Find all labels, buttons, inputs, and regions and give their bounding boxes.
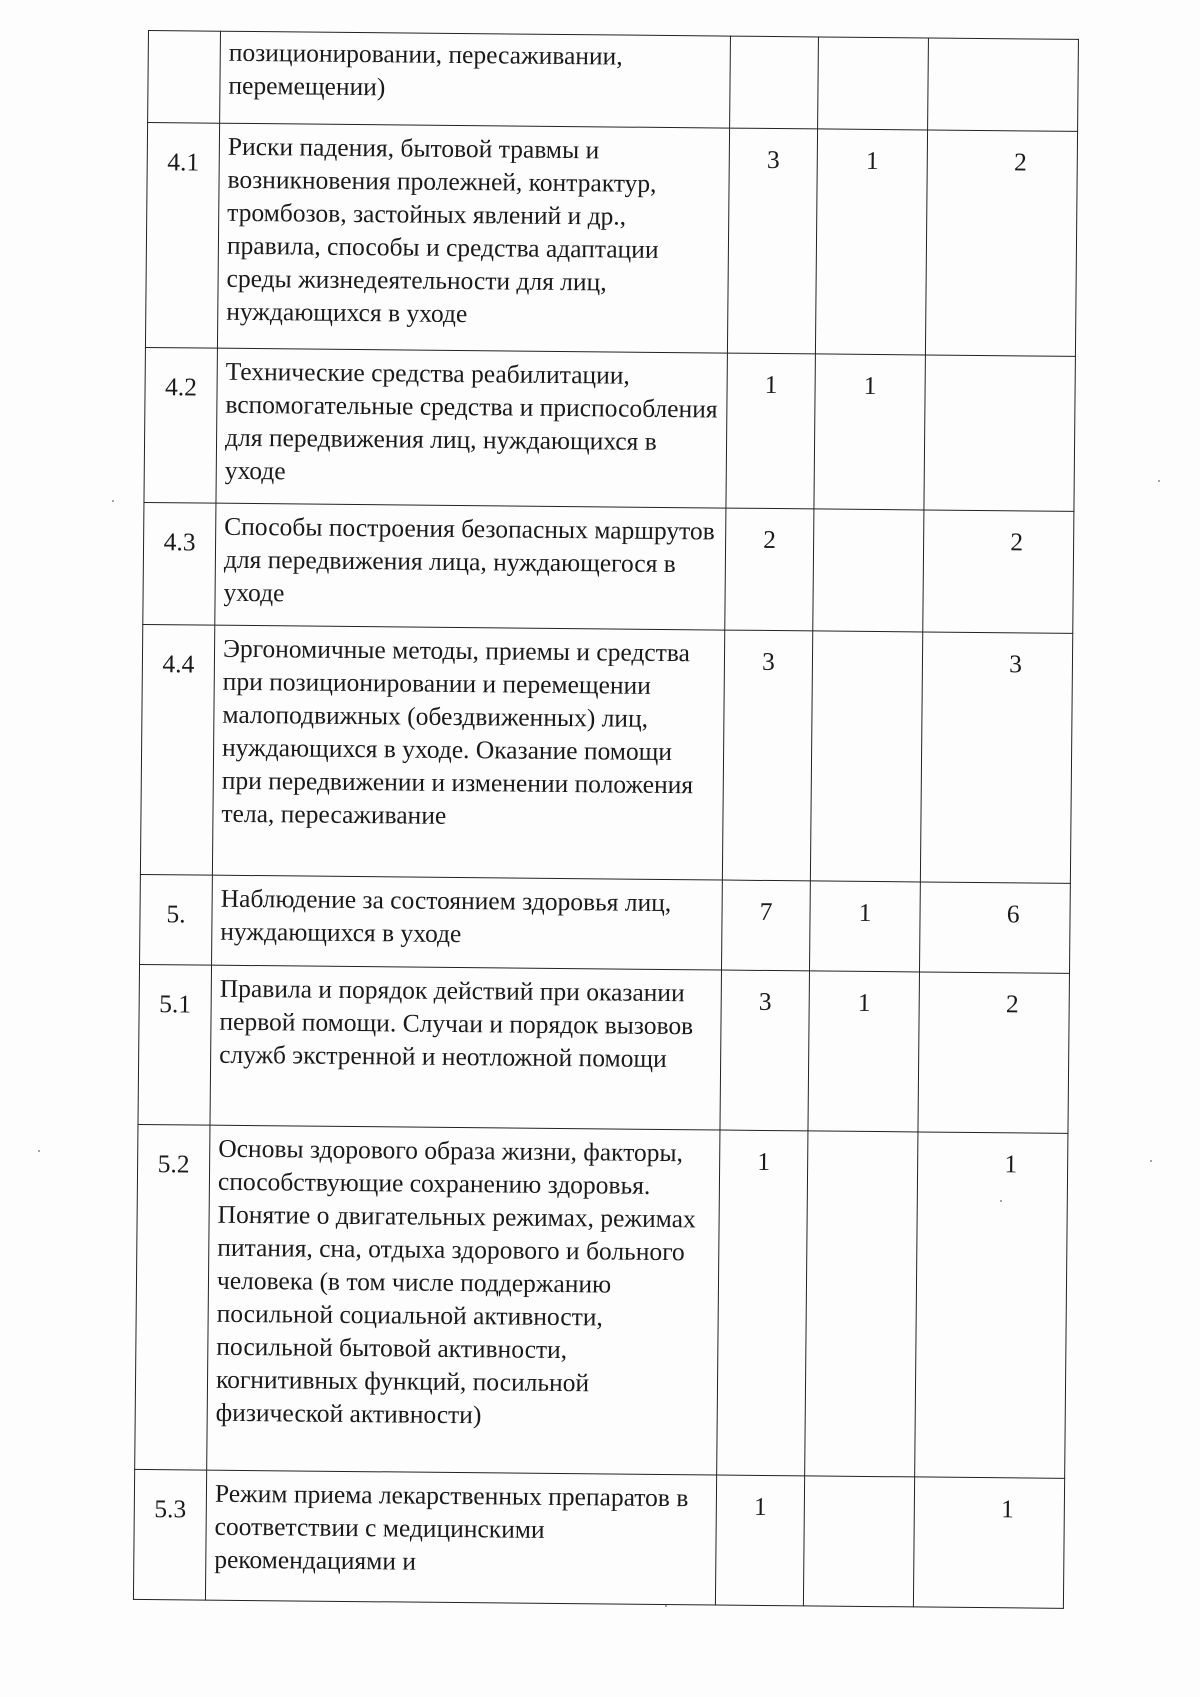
table-row bbox=[145, 123, 1077, 357]
hours-practice: 2 bbox=[925, 130, 1077, 356]
topic-title: Технические средства реабилитации, вспомогательные средства и приспособления для передвижения лиц, нуждающихся в уходе bbox=[216, 348, 727, 508]
hours-theory: 1 bbox=[808, 971, 920, 1132]
hours-practice: 1 bbox=[913, 1477, 1064, 1608]
hours-practice: 3 bbox=[920, 632, 1072, 883]
hours-theory bbox=[813, 509, 924, 632]
curriculum-table bbox=[133, 30, 1079, 1609]
hours-practice bbox=[928, 38, 1079, 131]
hours-practice: 2 bbox=[918, 972, 1070, 1133]
hours-theory bbox=[818, 37, 929, 130]
hours-theory bbox=[803, 1476, 914, 1607]
table-row bbox=[148, 31, 1079, 132]
table-row bbox=[138, 964, 1069, 1133]
hours-practice: 6 bbox=[919, 882, 1070, 973]
table-row bbox=[133, 1469, 1064, 1608]
hours-theory: 1 bbox=[814, 354, 925, 510]
table-row bbox=[135, 1124, 1068, 1478]
topic-title: Наблюдение за состоянием здоровья лиц, нуждающихся в уходе bbox=[212, 875, 723, 970]
hours-practice: 1 bbox=[915, 1132, 1068, 1478]
hours-total: 1 bbox=[717, 1130, 808, 1476]
hours-theory: 1 bbox=[815, 129, 927, 355]
hours-total: 7 bbox=[722, 880, 811, 971]
scan-speck bbox=[112, 500, 114, 502]
row-number: 5. bbox=[140, 874, 213, 965]
row-number: 4.3 bbox=[143, 502, 216, 625]
scan-speck bbox=[38, 1150, 40, 1152]
hours-practice bbox=[924, 355, 1075, 511]
hours-total bbox=[730, 36, 819, 129]
topic-title: Способы построения безопасных маршрутов для передвижения лица, нуждающегося в уходе bbox=[215, 503, 726, 630]
hours-total: 3 bbox=[722, 630, 812, 881]
topic-title: Режим приема лекарственных препаратов в соответствии с медицинскими рекомендациями и bbox=[205, 1470, 716, 1605]
scan-speck bbox=[1000, 1200, 1002, 1202]
table-row bbox=[140, 874, 1071, 973]
topic-title: позиционировании, пересаживании, перемещении) bbox=[220, 31, 731, 128]
hours-total: 3 bbox=[727, 128, 817, 354]
scan-speck bbox=[1158, 480, 1160, 482]
row-number: 4.2 bbox=[144, 347, 217, 503]
hours-theory: 1 bbox=[809, 881, 920, 972]
hours-practice: 2 bbox=[923, 510, 1074, 633]
hours-total: 1 bbox=[726, 353, 815, 509]
row-number: 4.1 bbox=[145, 123, 219, 349]
hours-total: 1 bbox=[715, 1475, 804, 1606]
row-number: 5.3 bbox=[133, 1469, 206, 1600]
scan-speck bbox=[665, 1605, 667, 1607]
hours-theory bbox=[810, 631, 922, 882]
topic-title: Эргономичные методы, приемы и средства при позиционировании и перемещении малоподвижных (обездвиженных) лиц, нуждающихся в уходе. Оказание помощи при передвижении и изменении положения тела, пересаживание bbox=[212, 625, 724, 880]
row-number: 5.2 bbox=[135, 1124, 210, 1470]
hours-total: 3 bbox=[720, 970, 810, 1131]
topic-title: Правила и порядок действий при оказании первой помощи. Случаи и порядок вызовов служб экстренной и неотложной помощи bbox=[210, 965, 722, 1130]
table-row bbox=[140, 624, 1072, 883]
topic-title: Основы здорового образа жизни, факторы, способствующие сохранению здоровья. Понятие о двигательных режимах, режимах питания, сна, отдыха здорового и больного человека (в том числе поддержанию посильной социальной активности, посильной бытовой активности, когнитивных функций, посильной физической активности) bbox=[207, 1125, 720, 1475]
row-number: 4.4 bbox=[140, 624, 214, 875]
table-row bbox=[143, 502, 1074, 633]
row-number: 5.1 bbox=[138, 964, 212, 1125]
hours-theory bbox=[805, 1131, 918, 1477]
row-number bbox=[148, 31, 221, 124]
topic-title: Риски падения, бытовой травмы и возникновения пролежней, контрактур, тромбозов, застойных явлений и др., правила, способы и средства адаптации среды жизнедеятельности для лиц, нуждающихся в уходе bbox=[217, 123, 729, 353]
table-row bbox=[144, 347, 1075, 511]
scan-speck bbox=[1150, 1160, 1152, 1162]
hours-total: 2 bbox=[725, 508, 814, 631]
